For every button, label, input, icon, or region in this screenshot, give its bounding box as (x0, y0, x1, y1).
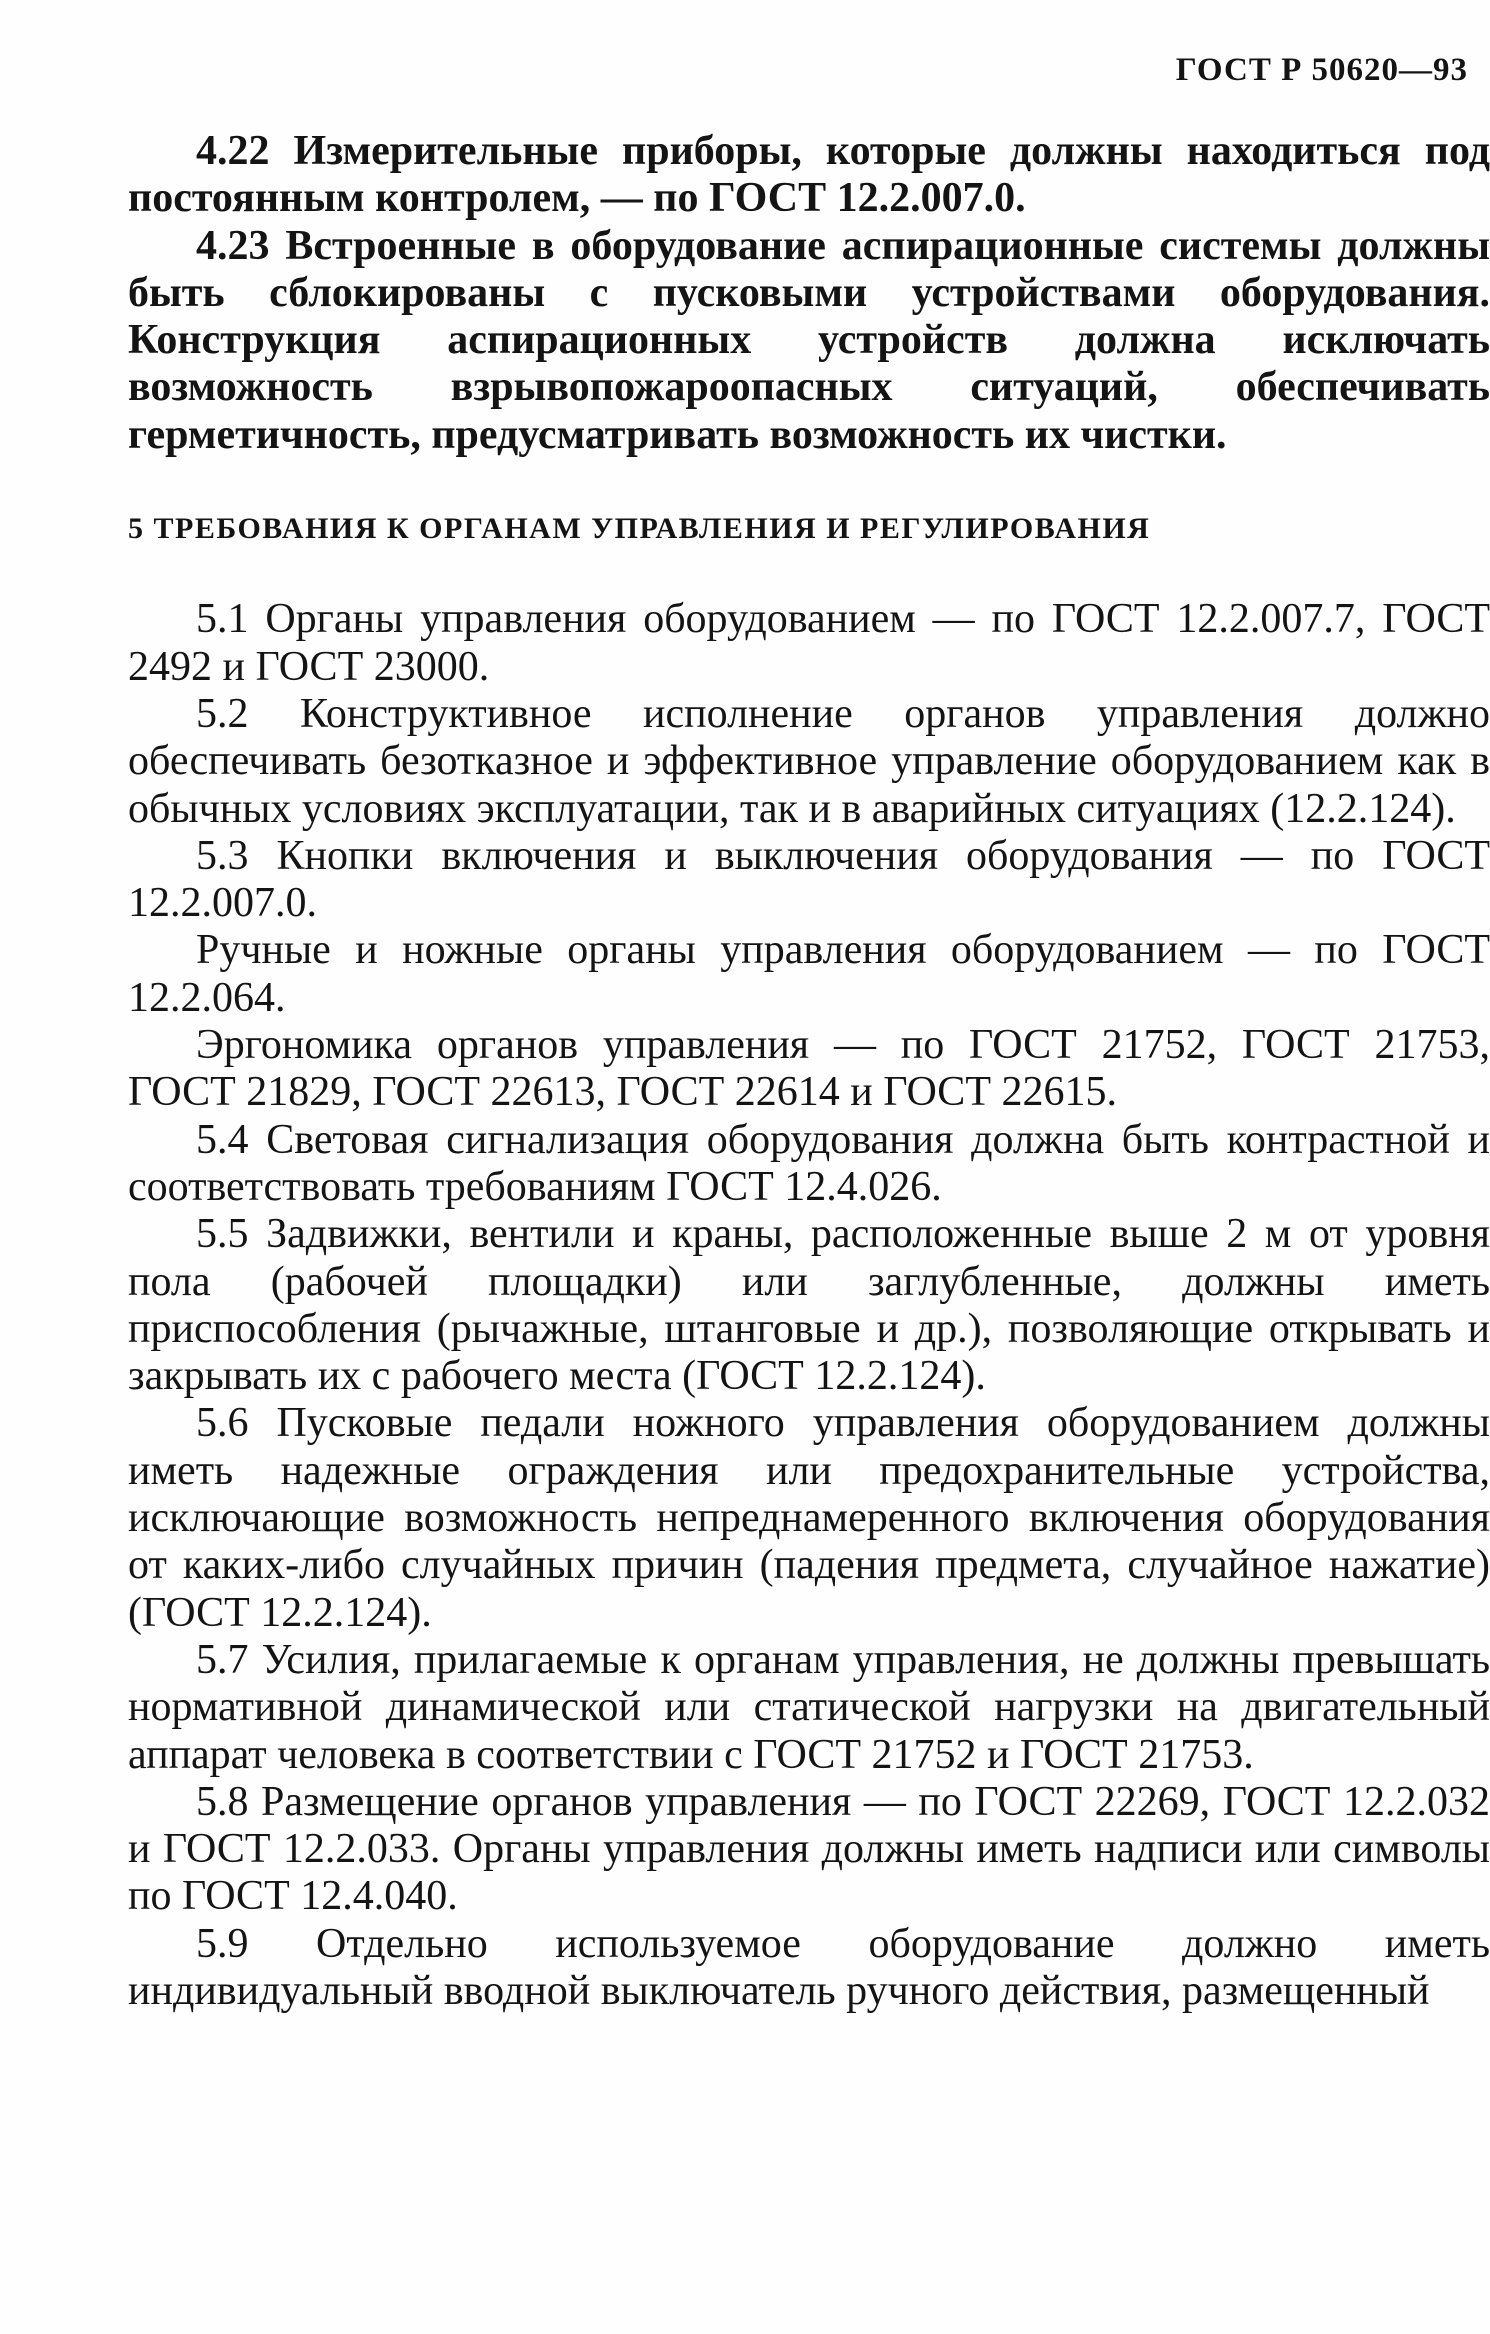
paragraph-5-2: 5.2 Конструктивное исполнение органов управления должно обеспечивать безотказное и эффективное управление оборудованием как в обычных условиях эксплуатации, так и в аварийных ситуациях (12.2.124). (128, 690, 1490, 832)
paragraph-5-8: 5.8 Размещение органов управления — по ГОСТ 22269, ГОСТ 12.2.032 и ГОСТ 12.2.033. Органы управления должны иметь надписи или символы по ГОСТ 12.4.040. (128, 1778, 1490, 1920)
page-header-doc-number: ГОСТ Р 50620—93 (1175, 52, 1468, 88)
paragraph-4-22: 4.22 Измерительные приборы, которые должны находиться под постоянным контролем, — по ГОСТ 12.2.007.0. (128, 128, 1490, 222)
paragraph-manual-controls: Ручные и ножные органы управления оборудованием — по ГОСТ 12.2.064. (128, 927, 1490, 1021)
paragraph-5-7: 5.7 Усилия, прилагаемые к органам управления, не должны превышать нормативной динамической или статической нагрузки на двигательный аппарат человека в соответствии с ГОСТ 21752 и ГОСТ 21753. (128, 1636, 1490, 1778)
paragraph-5-6: 5.6 Пусковые педали ножного управления оборудованием должны иметь надежные ограждения или предохранительные устройства, исключающие возможность непреднамеренного включения оборудования от каких-либо случайных причин (падения предмета, случайное нажатие) (ГОСТ 12.2.124). (128, 1400, 1490, 1636)
paragraph-5-5: 5.5 Задвижки, вентили и краны, расположенные выше 2 м от уровня пола (рабочей площадки) или заглубленные, должны иметь приспособления (рычажные, штанговые и др.), позволяющие открывать и закрывать их с рабочего места (ГОСТ 12.2.124). (128, 1211, 1490, 1400)
paragraph-5-3: 5.3 Кнопки включения и выключения оборудования — по ГОСТ 12.2.007.0. (128, 832, 1490, 927)
paragraph-5-9: 5.9 Отдельно используемое оборудование должно иметь индивидуальный вводной выключатель ручного действия, размещенный (128, 1920, 1490, 2014)
paragraph-4-23: 4.23 Встроенные в оборудование аспирационные системы должны быть сблокированы с пусковыми устройствами оборудования. Конструкция аспирационных устройств должна исключать возможность взрывопожароопасных ситуаций, обеспечивать герметичность, предусматривать возможность их чистки. (128, 222, 1490, 458)
section-title-5: 5 ТРЕБОВАНИЯ К ОРГАНАМ УПРАВЛЕНИЯ И РЕГУЛИРОВАНИЯ (128, 512, 1151, 546)
paragraph-5-4: 5.4 Световая сигнализация оборудования должна быть контрастной и соответствовать требованиям ГОСТ 12.4.026. (128, 1116, 1490, 1210)
paragraph-5-1: 5.1 Органы управления оборудованием — по ГОСТ 12.2.007.7, ГОСТ 2492 и ГОСТ 23000. (128, 596, 1490, 690)
document-body (128, 128, 1490, 2015)
paragraph-ergonomics: Эргономика органов управления — по ГОСТ 21752, ГОСТ 21753, ГОСТ 21829, ГОСТ 22613, ГОСТ 22614 и ГОСТ 22615. (128, 1022, 1490, 1116)
